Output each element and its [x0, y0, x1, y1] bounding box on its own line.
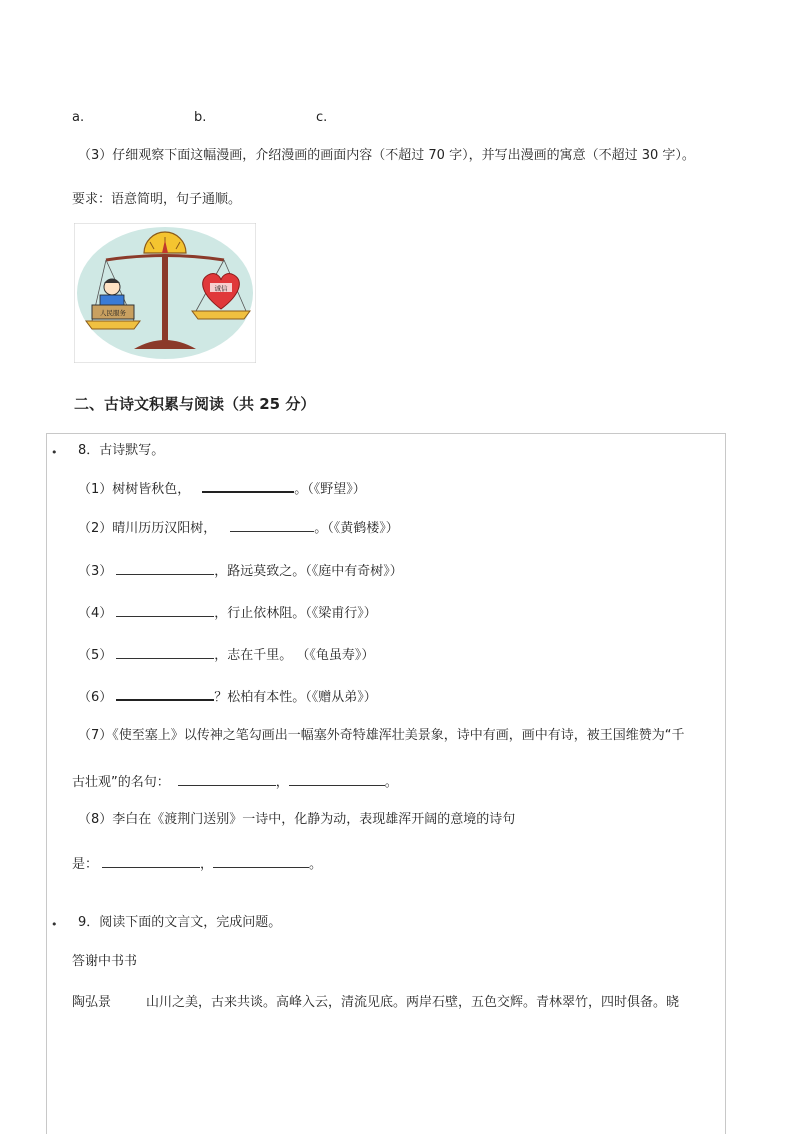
q8-item-8-line2: 是： ， 。: [72, 857, 323, 872]
q8-bullet: •: [51, 446, 58, 459]
q8-item-1: （1）树树皆秋色， 。（《野望》）: [78, 479, 366, 499]
q8-item-5: （5） ，志在千里。 （《龟虽寿》）: [78, 648, 375, 663]
label-b: b.: [194, 110, 207, 125]
label-c: c.: [316, 110, 328, 125]
q9-text: 山川之美，古来共谈。高峰入云，清流见底。两岸石壁，五色交辉。青林翠竹，四时俱备。晓: [146, 995, 680, 1010]
answer-blank[interactable]: [116, 646, 214, 659]
q8-item-7-line2: 古壮观”的名句： ， 。: [72, 775, 398, 790]
q8-item-3: （3） ，路远莫致之。（《庭中有奇树》）: [78, 564, 403, 579]
answer-blank[interactable]: [213, 855, 309, 868]
answer-blank[interactable]: [102, 855, 200, 868]
q8-item-8-line1: （8）李白在《渡荆门送别》一诗中，化静为动，表现雄浑开阔的意境的诗句: [78, 812, 516, 827]
answer-blank[interactable]: [178, 773, 276, 786]
heart-text: 诚信: [214, 284, 228, 293]
q8-item-6: （6） ？松柏有本性。（《赠从弟》）: [78, 687, 377, 707]
q8-item-4: （4） ，行止依林阻。（《梁甫行》）: [78, 606, 377, 621]
q9-author: 陶弘景: [72, 995, 112, 1010]
section2-title: 二、古诗文积累与阅读（共 25 分）: [74, 395, 316, 413]
answer-blank[interactable]: [289, 773, 385, 786]
answer-blank[interactable]: [116, 687, 214, 701]
comic-balance-image: [74, 223, 256, 363]
q9-bullet: •: [51, 918, 58, 931]
q9-heading: 答谢中书书: [72, 954, 138, 969]
plaque-text: 人民服务: [100, 309, 126, 317]
q8-item-7-line1: （7）《使至塞上》以传神之笔勾画出一幅塞外奇特雄浑壮美景象，诗中有画，画中有诗，被王国维赞为“千: [78, 728, 685, 743]
q3-requirement: 要求：语意简明，句子通顺。: [72, 192, 242, 207]
q3-text: （3）仔细观察下面这幅漫画，介绍漫画的画面内容（不超过 70 字），并写出漫画的寓意（不超过 30 字）。: [78, 148, 695, 163]
answer-blank[interactable]: [116, 562, 214, 575]
answer-blank[interactable]: [202, 479, 294, 493]
label-a: a.: [72, 110, 85, 125]
answer-blank[interactable]: [230, 519, 314, 532]
q8-item-2: （2）晴川历历汉阳树， 。（《黄鹤楼》）: [78, 521, 399, 536]
q9-title: 9．阅读下面的文言文，完成问题。: [78, 915, 282, 930]
q8-title: 8．古诗默写。: [78, 443, 165, 458]
answer-blank[interactable]: [116, 604, 214, 617]
